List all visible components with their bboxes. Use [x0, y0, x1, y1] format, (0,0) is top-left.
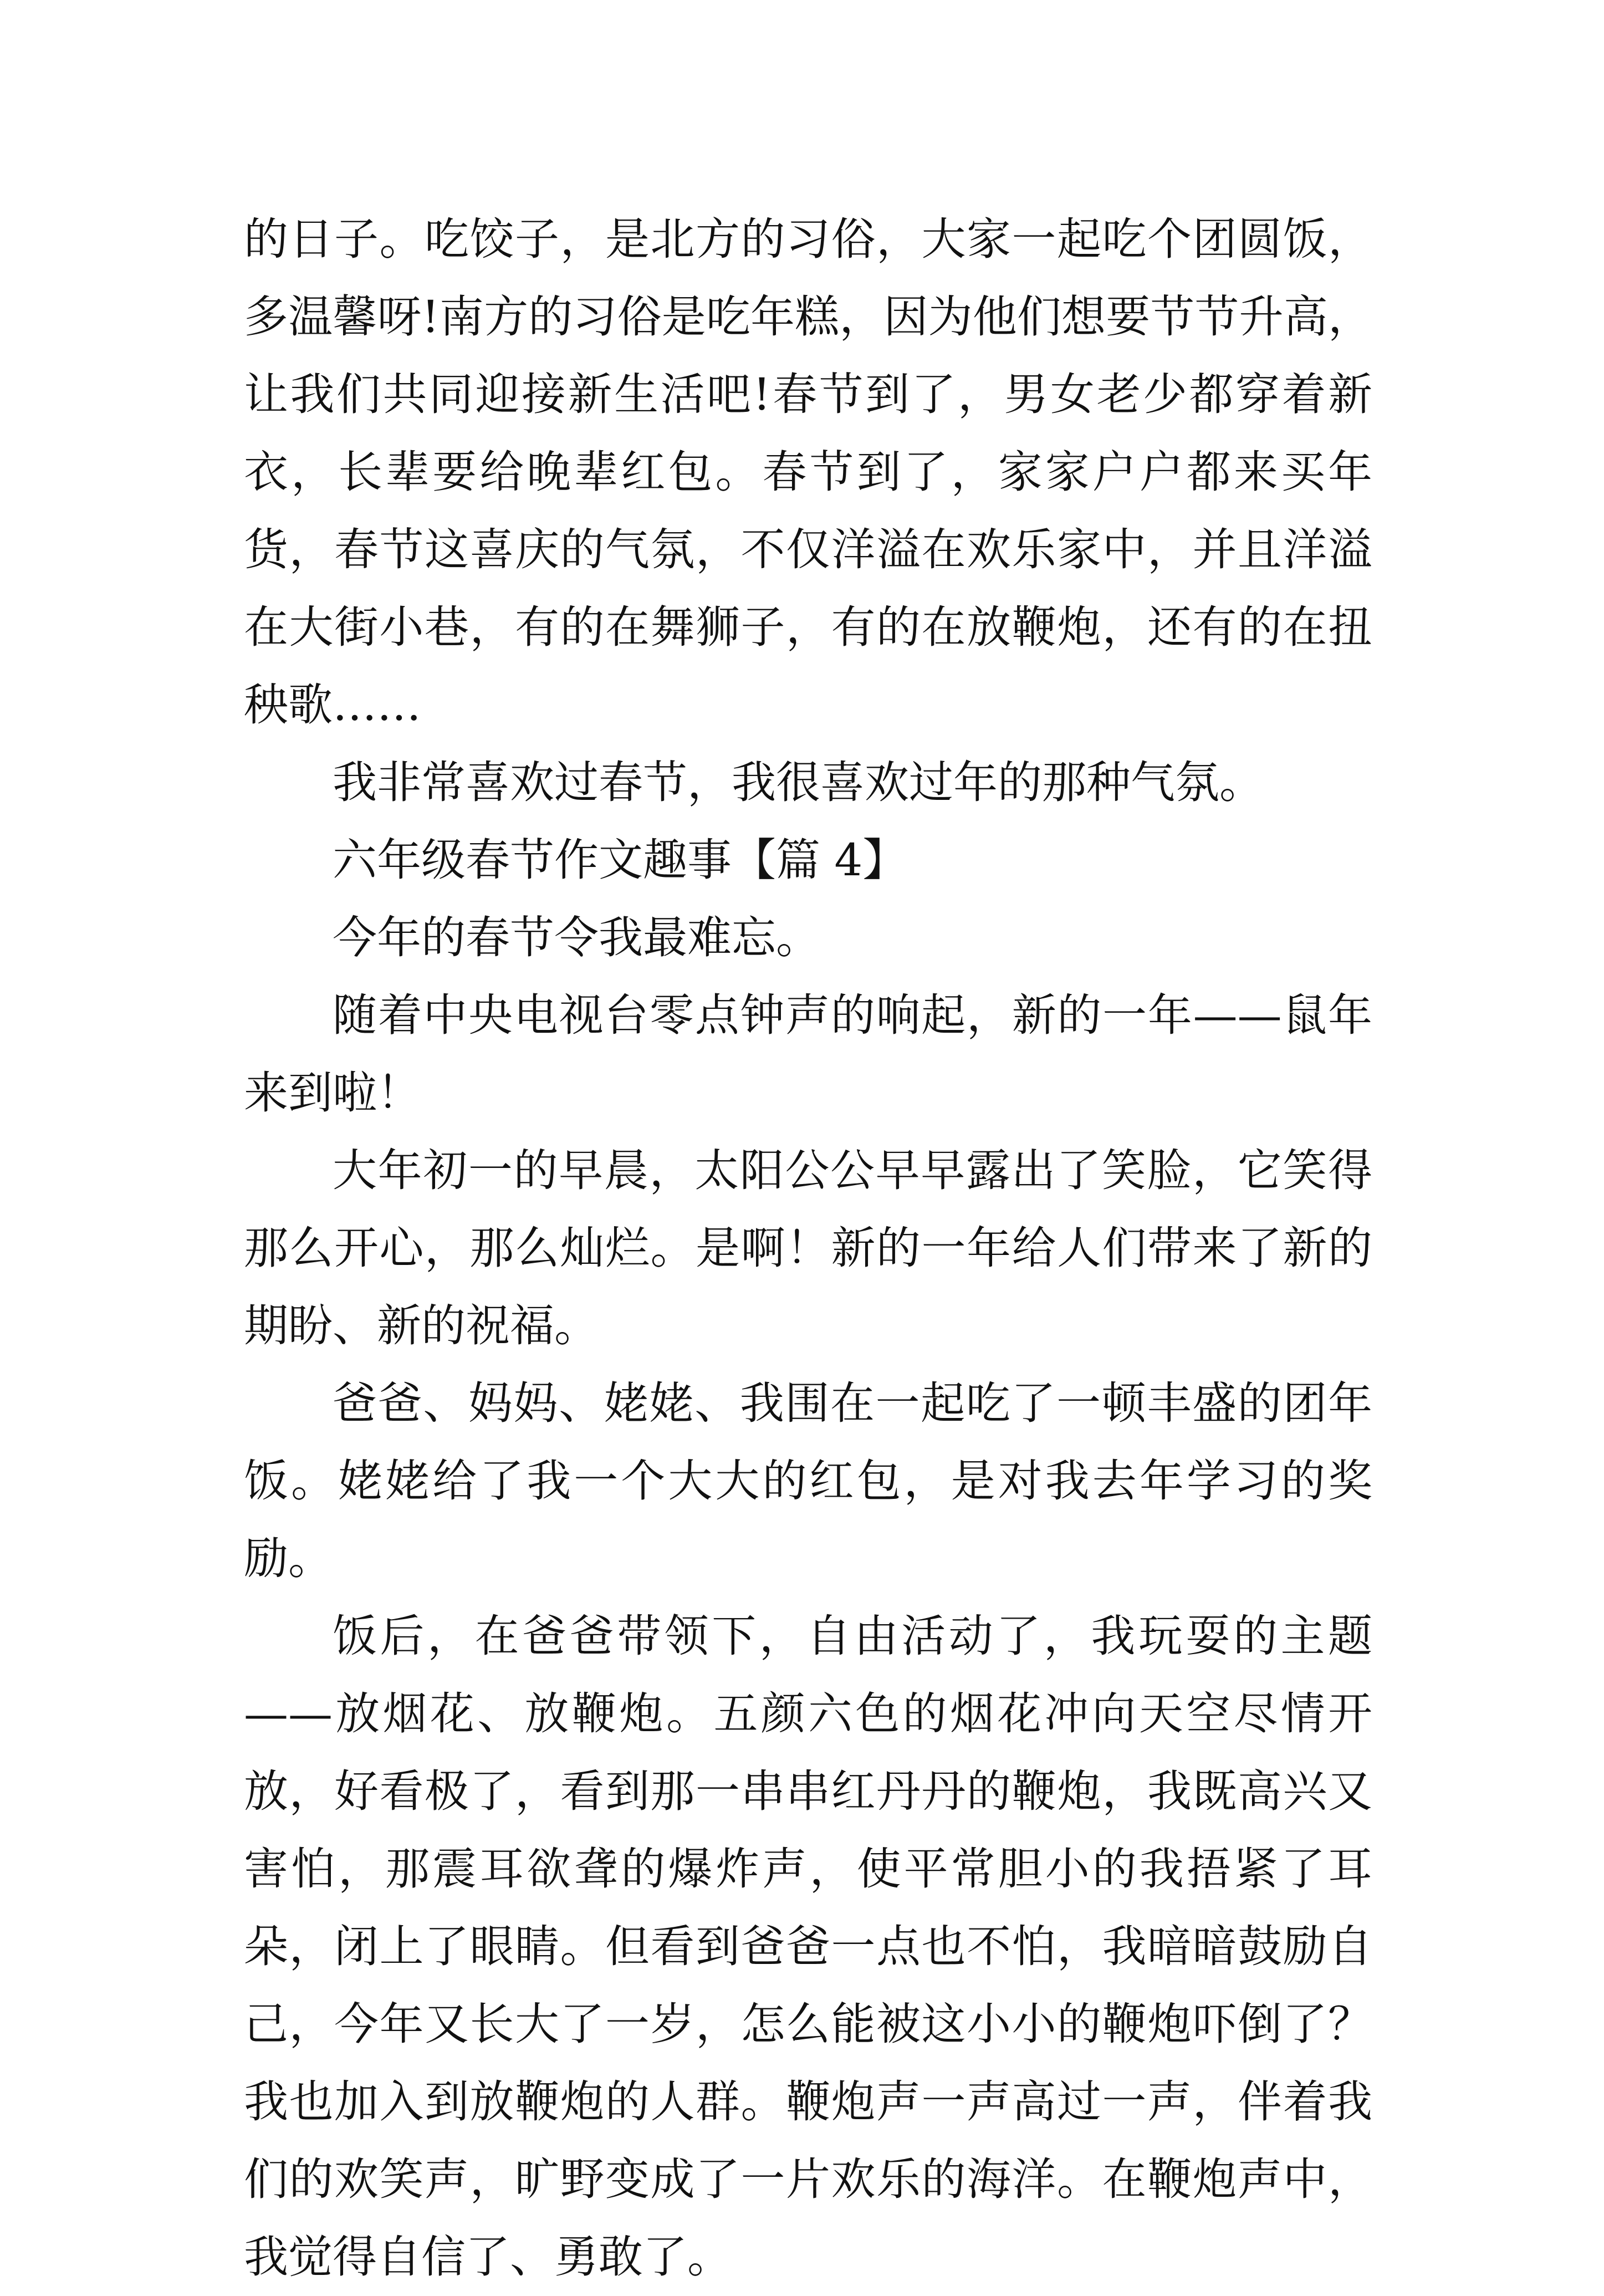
- paragraph: 我非常喜欢过春节，我很喜欢过年的那种气氛。: [333, 757, 1264, 808]
- paragraph: 今年的春节令我最难忘。: [333, 912, 820, 963]
- document-body: [244, 201, 1372, 2296]
- paragraph: 饭后，在爸爸带领下，自由活动了，我玩耍的主题——放烟花、放鞭炮。五颜六色的烟花冲向天空尽情开放，好看极了，看到那一串串红丹丹的鞭炮，我既高兴又害怕，那震耳欲聋的爆炸声，使平常胆小的我捂紧了耳朵，闭上了眼睛。但看到爸爸一点也不怕，我暗暗鼓励自己，今年又长大了一岁，怎么能被这小小的鞭炮吓倒了？我也加入到放鞭炮的人群。鞭炮声一声高过一声，伴着我们的欢笑声，旷野变成了一片欢乐的海洋。在鞭炮声中，我觉得自信了、勇敢了。: [244, 1610, 1372, 2283]
- section-heading: 六年级春节作文趣事【篇 4】: [333, 834, 907, 886]
- paragraph: 爸爸、妈妈、姥姥、我围在一起吃了一顿丰盛的团年饭。姥姥给了我一个大大的红包，是对我去年学习的奖励。: [244, 1377, 1372, 1584]
- paragraph-continued: 的日子。吃饺子，是北方的习俗，大家一起吃个团圆饭，多温馨呀!南方的习俗是吃年糕，因为他们想要节节升高，让我们共同迎接新生活吧!春节到了，男女老少都穿着新衣，长辈要给晚辈红包。春节到了，家家户户都来买年货，春节这喜庆的气氛，不仅洋溢在欢乐家中，并且洋溢在大街小巷，有的在舞狮子，有的在放鞭炮，还有的在扭秧歌……: [244, 213, 1372, 731]
- paragraph: 随着中央电视台零点钟声的响起，新的一年——鼠年来到啦！: [244, 989, 1372, 1119]
- paragraph: 大年初一的早晨，太阳公公早早露出了笑脸，它笑得那么开心，那么灿烂。是啊！新的一年给人们带来了新的期盼、新的祝福。: [244, 1145, 1372, 1351]
